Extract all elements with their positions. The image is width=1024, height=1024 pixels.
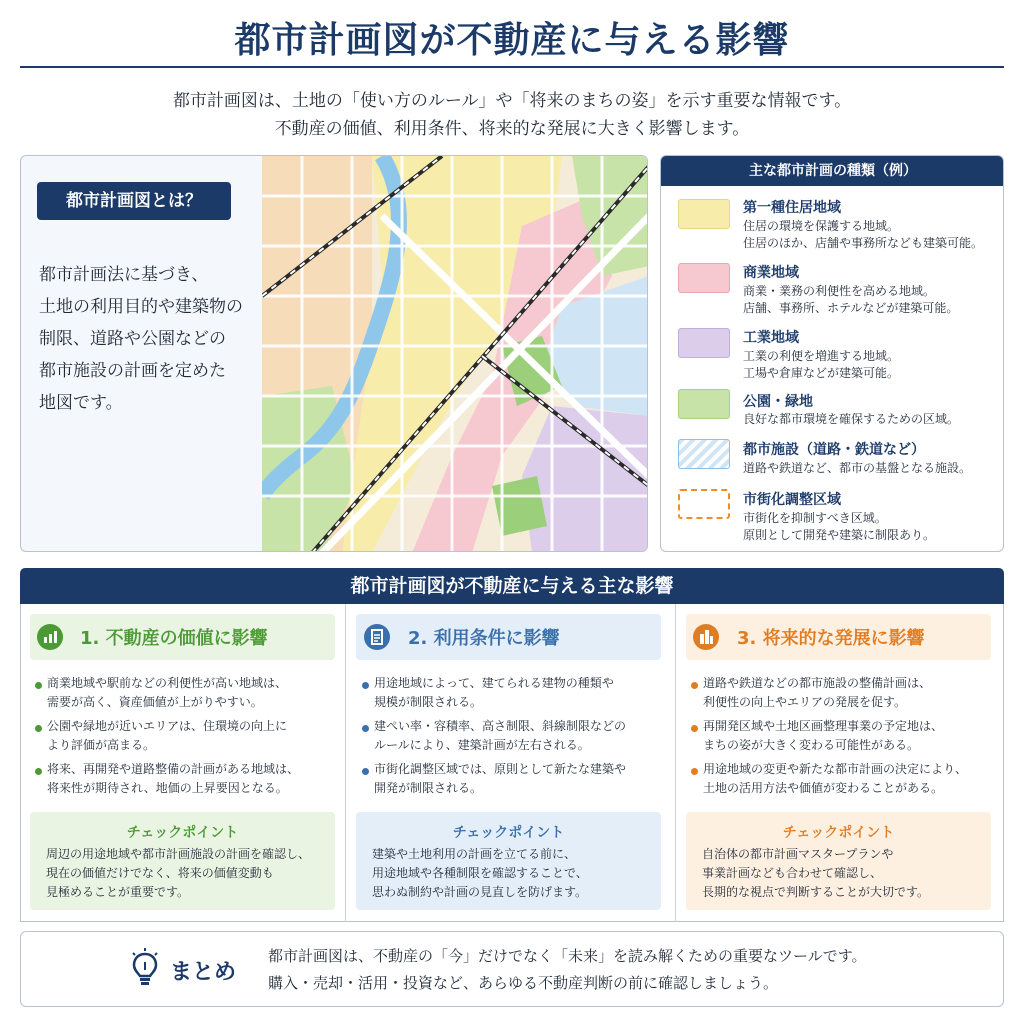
legend-swatch-residential (678, 199, 730, 229)
definition-tag: 都市計画図とは？ (37, 182, 231, 220)
legend-item-desc: 工場や倉庫などが建築可能。 (743, 366, 900, 380)
legend-item-desc: 住居のほか、店舗や事務所なども建築可能。 (743, 236, 984, 250)
chart-icon (37, 624, 63, 650)
column-divider (345, 604, 346, 922)
city-plan-map (262, 156, 648, 552)
legend-swatch-urbanization-control (678, 489, 730, 519)
checkpoint-text: 周辺の用途地域や都市計画施設の計画を確認し、 現在の価値だけでなく、将来の価値変動も 見極めることが重要です。 (46, 847, 311, 899)
bullet-text: 用途地域の変更や新たな都市計画の決定により、 土地の活用方法や価値が変わることがある。 (703, 762, 968, 795)
legend-panel (660, 155, 1004, 552)
clipboard-icon (364, 624, 390, 650)
legend-item-desc: 原則として開発や建築に制限あり。 (743, 528, 936, 542)
definition-line: 地図です。 (39, 393, 123, 413)
checkpoint-title: チェックポイント (452, 825, 565, 841)
column-divider (675, 604, 676, 922)
bullet-dot (362, 725, 369, 732)
bullet-dot (35, 768, 42, 775)
legend-item-name: 商業地域 (743, 265, 799, 281)
legend-item-desc: 工業の利便を増進する地域。 (743, 349, 900, 363)
title-divider (20, 66, 1004, 68)
summary-label: まとめ (170, 960, 237, 985)
legend-item-desc: 店舗、事務所、ホテルなどが建築可能。 (743, 301, 959, 315)
legend-item-name: 都市施設（道路・鉄道など） (743, 442, 925, 458)
page-title: 都市計画図が不動産に与える影響 (234, 20, 790, 61)
bullet-dot (691, 725, 698, 732)
legend-item-name: 市街化調整区域 (743, 492, 841, 508)
legend-swatch-facilities (678, 439, 730, 469)
legend-item-desc: 市街化を抑制すべき区域。 (743, 511, 887, 525)
legend-swatch-park (678, 389, 730, 419)
impact-column-title: 1. 不動産の価値に影響 (80, 628, 268, 649)
bullet-text: 将来、再開発や道路整備の計画がある地域は、 将来性が期待され、地価の上昇要因となる。 (47, 762, 300, 795)
lightbulb-icon (130, 948, 160, 992)
legend-swatch-industrial (678, 328, 730, 358)
legend-heading: 主な都市計画の種類（例） (661, 156, 1004, 186)
bullet-text: 商業地域や駅前などの利便性が高い地域は、 需要が高く、資産価値が上がりやすい。 (47, 676, 288, 709)
definition-panel (20, 155, 648, 552)
legend-item-desc: 住居の環境を保護する地域。 (743, 219, 900, 233)
impact-column-title: 3. 将来的な発展に影響 (737, 628, 925, 649)
definition-line: 都市計画法に基づき、 (39, 265, 209, 285)
intro-line-2: 不動産の価値、利用条件、将来的な発展に大きく影響します。 (274, 119, 750, 139)
checkpoint-text: 自治体の都市計画マスタープランや 事業計画なども合わせて確認し、 長期的な視点で判断することが大切です。 (702, 847, 930, 899)
bullet-dot (35, 682, 42, 689)
summary-line-2: 購入・売却・活用・投資など、あらゆる不動産判断の前に確認しましょう。 (268, 974, 779, 992)
buildings-icon (693, 624, 719, 650)
bullet-text: 用途地域によって、建てられる建物の種類や 規模が制限される。 (374, 676, 614, 709)
bullet-dot (362, 682, 369, 689)
checkpoint-title: チェックポイント (782, 825, 895, 841)
legend-item-name: 第一種住居地域 (743, 200, 841, 216)
bullet-text: 道路や鉄道などの都市施設の整備計画は、 利便性の向上やエリアの発展を促す。 (703, 676, 932, 709)
bullet-text: 市街化調整区域では、原則として新たな建築や 開発が制限される。 (374, 762, 627, 795)
bullet-dot (691, 768, 698, 775)
summary-line-1: 都市計画図は、不動産の「今」だけでなく「未来」を読み解くための重要なツールです。 (268, 947, 867, 965)
intro-line-1: 都市計画図は、土地の「使い方のルール」や「将来のまちの姿」を示す重要な情報です。 (172, 91, 852, 111)
bullet-dot (35, 725, 42, 732)
definition-line: 制限、道路や公園などの (39, 329, 226, 349)
definition-line: 都市施設の計画を定めた (39, 361, 226, 381)
summary-box (20, 931, 1004, 1007)
legend-item-name: 公園・緑地 (743, 394, 813, 410)
bullet-dot (362, 768, 369, 775)
definition-line: 土地の利用目的や建築物の (39, 297, 243, 317)
legend-item-desc: 良好な都市環境を確保するための区域。 (743, 412, 960, 426)
checkpoint-title: チェックポイント (126, 825, 239, 841)
legend-item-desc: 道路や鉄道など、都市の基盤となる施設。 (743, 461, 972, 475)
impact-heading: 都市計画図が不動産に与える主な影響 (20, 568, 1004, 604)
bullet-dot (691, 682, 698, 689)
checkpoint-text: 建築や土地利用の計画を立てる前に、 用途地域や各種制限を確認することで、 思わぬ制約や計画の見直しを防げます。 (372, 847, 588, 899)
bullet-text: 公園や緑地が近いエリアは、住環境の向上に より評価が高まる。 (47, 719, 288, 752)
legend-item-name: 工業地域 (743, 330, 799, 346)
impact-column-title: 2. 利用条件に影響 (408, 628, 560, 649)
bullet-text: 建ぺい率・容積率、高さ制限、斜線制限などの ルールにより、建築計画が左右される。 (374, 719, 627, 752)
bullet-text: 再開発区域や土地区画整理事業の予定地は、 まちの姿が大きく変わる可能性がある。 (703, 719, 944, 752)
legend-swatch-commercial (678, 263, 730, 293)
legend-item-desc: 商業・業務の利便性を高める地域。 (743, 284, 936, 298)
